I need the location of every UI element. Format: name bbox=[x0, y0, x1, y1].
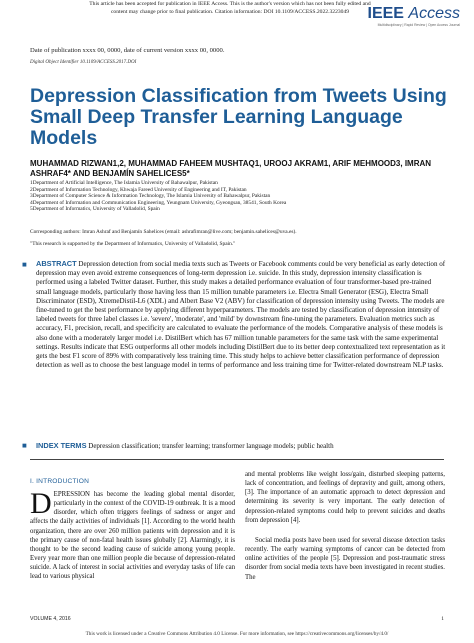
publication-notice-line2: content may change prior to final publication. Citation information: DOI 10.1109/ACCESS.2022.3223049 bbox=[110, 9, 350, 15]
logo-tagline: Multidisciplinary | Rapid Review | Open Access Journal bbox=[377, 23, 460, 27]
author-list: MUHAMMAD RIZWAN1,2, MUHAMMAD FAHEEM MUSHTAQ1, UROOJ AKRAM1, ARIF MEHMOOD3, IMRAN ASHRAF4* AND BENJAMÍN SAHELICES5* bbox=[30, 159, 432, 178]
abstract bbox=[36, 259, 448, 370]
license-notice: This work is licensed under a Creative Commons Attribution 4.0 License. For more information, see https://creativecommons.org/licenses/by/4.0/ bbox=[85, 631, 389, 637]
affiliation-1: 1Department of Artificial Intelligence, The Islamia University of Bahawalpur, Pakistan bbox=[30, 180, 218, 186]
body-column-right bbox=[245, 470, 445, 582]
section-divider bbox=[30, 459, 444, 460]
index-terms bbox=[36, 441, 448, 451]
volume-label: VOLUME 4, 2016 bbox=[30, 616, 71, 622]
index-terms-text: Depression classification; transfer learning; transformer language models; public health bbox=[88, 442, 334, 450]
corresponding-authors: Corresponding authors: Imran Ashraf and Benjamín Sahelices (email: ashrafimran@live.com; benjamin.sahelices@uva.es). bbox=[30, 229, 297, 235]
intro-paragraph-1-continued: and mental problems like weight loss/gain, disturbed sleeping patterns, lack of concentration, and feelings of depravity and guilt, among others, [3]. The importance of an automatic approach to detect depression and determining its severity is very important. The early detection of depression-related symptoms could help to prevent suicides and deaths from depression [4]. bbox=[245, 471, 445, 524]
affiliation-4: 4Department of Information and Communication Engineering, Yeungnam University, Gyeongsan, 38541, South Korea bbox=[30, 199, 287, 206]
abstract-marker-icon: ■ bbox=[22, 260, 27, 269]
affiliation-3: 3Department of Computer Science & Information Technology, The Islamia University of Bahawalpur, Pakistan bbox=[30, 193, 271, 200]
affiliation-2: 2Department of Information Technology, Khwaja Fareed University of Engineering and IT, Pakistan bbox=[30, 186, 247, 193]
index-terms-label: INDEX TERMS bbox=[36, 441, 87, 450]
publication-notice bbox=[60, 0, 400, 16]
section-heading: I. INTRODUCTION bbox=[30, 478, 90, 485]
funding-note: "This research is supported by the Department of Informatics, University of Valladolid, Spain." bbox=[30, 241, 236, 247]
index-terms-marker-icon: ■ bbox=[22, 441, 27, 450]
ieee-access-logo bbox=[368, 6, 461, 27]
affiliation-5: 5Department of Informatics, University of Valladolid, Spain bbox=[30, 206, 160, 213]
intro-paragraph-2: Social media posts have been used for several disease detection tasks recently. The early warning symptoms of cancer can be detected from online activities of the people [5]. Depression and post-traumatic stress disorder from social media texts have been investigated in recent studies. The bbox=[245, 536, 445, 581]
publication-dates: Date of publication xxxx 00, 0000, date of current version xxxx 00, 0000. bbox=[30, 47, 225, 54]
logo-brand-suffix: Access bbox=[408, 5, 460, 22]
body-column-left bbox=[30, 487, 235, 582]
drop-cap: D bbox=[30, 487, 52, 520]
doi-line: Digital Object Identifier 10.1109/ACCESS.2017.DOI bbox=[30, 60, 137, 65]
publication-notice-line1: This article has been accepted for publication in IEEE Access. This is the author's version which has not been fully edited and bbox=[89, 1, 371, 7]
paper-title: Depression Classification from Tweets Using Small Deep Transfer Learning Language Models bbox=[30, 85, 447, 149]
affiliations bbox=[30, 180, 450, 213]
abstract-text: Depression detection from social media texts such as Tweets or Facebook comments could be very beneficial as early detection of depression may even avoid extreme consequences of long-term depression i.e. suicide. In this study, depression intensity classification is performed using a labeled Twitter dataset. Further, this study makes a detailed performance evaluation of four transformer-based pre-trained small language models, particularly those having less than 15 million tunable parameters i.e. Electra Small Generator (ESG), Electra Small Discriminator (ESD), XtremeDistil-L6 (XDL) and Albert Base V2 (ABV) for classification of depression intensity using Tweets. The models are fine-tuned to get the best performance by applying different hyperparameters. The models are tested by classification of depression intensity of labeled tweets for three label classes i.e. 'severe', 'moderate', and 'mild' by downstream fine-tuning the parameters. Evaluation metrics such as accuracy, F1, precision, recall, and specificity are calculated to evaluate the performance of the models. Comparative analysis of these models is also done with a moderately larger model i.e. DistilBert which has 67 million tunable parameters for the same task with the same experimental settings. Results indicate that ESG outperforms all other models including DistilBert due to its better deep contextualized text representation as it gets the best F1 score of 89% with comparatively less training time. This study helps to achieve better classification performance of depression detection as well as to choose the best language model in terms of performance and less training time for Twitter-related downstream NLP tasks. bbox=[36, 260, 446, 370]
intro-paragraph-1: EPRESSION has become the leading global mental disorder, particularly in the context of the COVID-19 outbreak. It is a mood disorder, which often triggers feelings of sadness or anger and affects the daily activities of individuals [1]. According to the world health organization, there are over 260 million patients with depression and it is the primary cause of non-fatal health issues globally [2]. Alarmingly, it is thought to be the second leading cause of suicide among young people. Every year more than one million people die because of depression-related suicide. A lack of interest in social activities and everyday tasks of life can lead to various physical bbox=[30, 491, 235, 581]
abstract-label: ABSTRACT bbox=[36, 259, 77, 268]
page-number: 1 bbox=[441, 616, 444, 622]
logo-brand: IEEE bbox=[367, 5, 404, 22]
